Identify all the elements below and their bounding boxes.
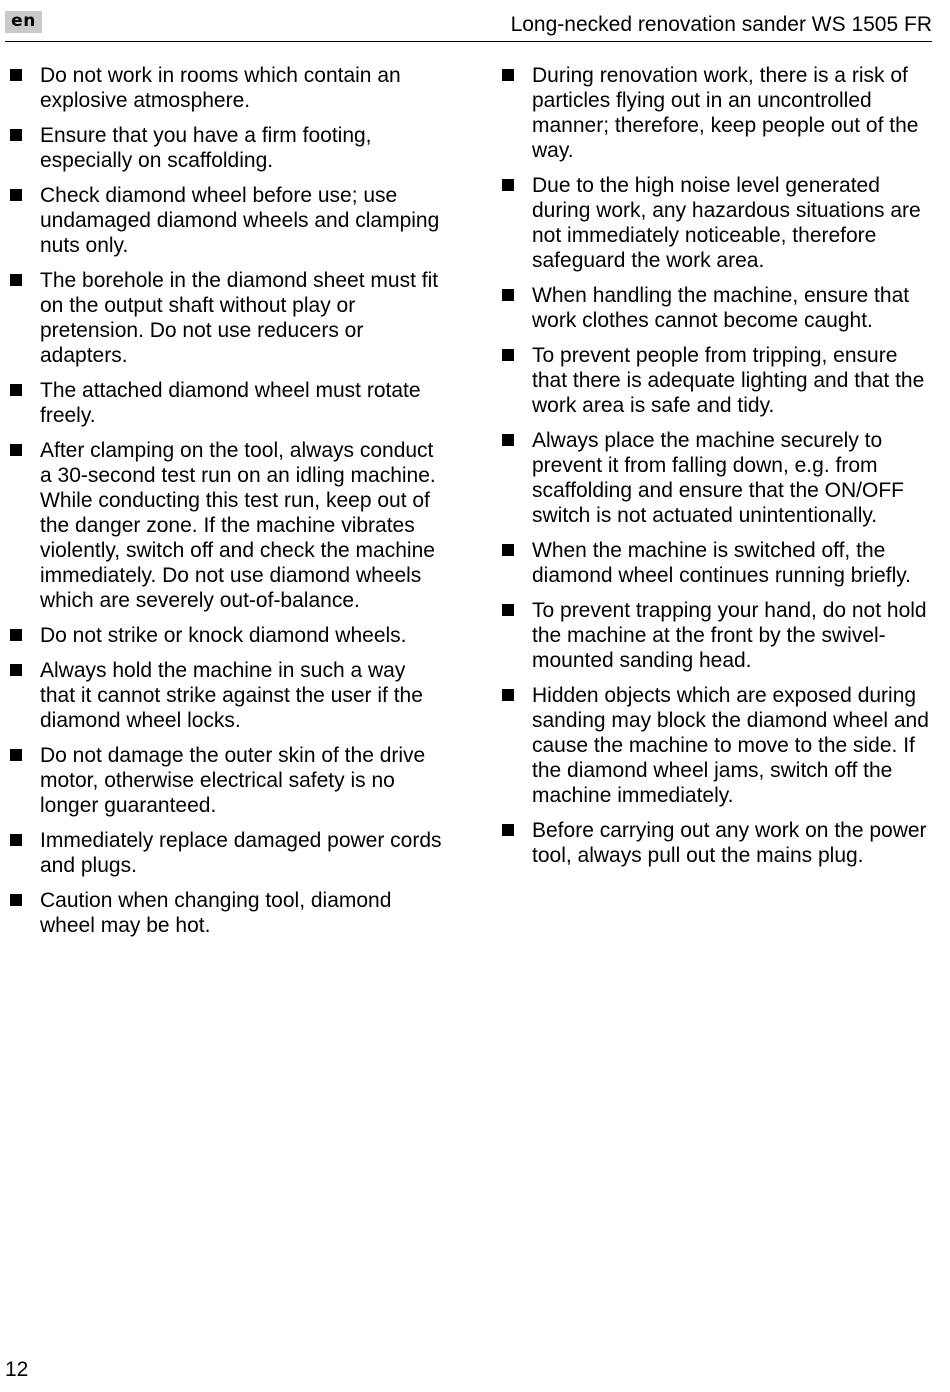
safety-instruction-text: When the machine is switched off, the diamond wheel continues running briefly. xyxy=(532,539,912,587)
square-bullet-icon xyxy=(10,69,22,81)
safety-instruction-text: Due to the high noise level generated during work, any hazardous situations are not immediately noticeable, therefore safeguard the work area. xyxy=(532,174,921,272)
square-bullet-icon xyxy=(502,824,514,836)
safety-instruction-text: Always place the machine securely to prevent it from falling down, e.g. from scaffolding and ensure that the ON/OFF switch is not actuated unintentionally. xyxy=(532,429,904,527)
safety-instruction-item xyxy=(10,63,442,113)
safety-instruction-item xyxy=(10,123,442,173)
safety-instruction-item xyxy=(10,183,442,258)
safety-instruction-item xyxy=(502,683,932,808)
safety-instruction-item xyxy=(502,428,932,528)
safety-instruction-text: Check diamond wheel before use; use undamaged diamond wheels and clamping nuts only. xyxy=(40,184,440,257)
page-number: 12 xyxy=(5,1358,29,1381)
safety-instruction-text: To prevent trapping your hand, do not hold the machine at the front by the swivel-mounted sanding head. xyxy=(532,599,927,672)
safety-instruction-text: Always hold the machine in such a way that it cannot strike against the user if the diamond wheel locks. xyxy=(40,659,423,732)
safety-instruction-item xyxy=(10,623,442,648)
square-bullet-icon xyxy=(10,189,22,201)
square-bullet-icon xyxy=(502,349,514,361)
safety-instruction-item xyxy=(502,598,932,673)
square-bullet-icon xyxy=(10,384,22,396)
left-column-safety-list xyxy=(10,63,442,948)
square-bullet-icon xyxy=(502,544,514,556)
safety-instruction-item xyxy=(10,658,442,733)
safety-instruction-text: Do not work in rooms which contain an explosive atmosphere. xyxy=(40,64,401,112)
safety-instruction-item xyxy=(502,343,932,418)
square-bullet-icon xyxy=(10,629,22,641)
safety-instruction-text: After clamping on the tool, always conduct a 30-second test run on an idling machine. While conducting this test run, keep out of the danger zone. If the machine vibrates violently, switch off and check the machine immediately. Do not use diamond wheels which are severely out-of-balance. xyxy=(40,439,436,612)
safety-instruction-text: Immediately replace damaged power cords and plugs. xyxy=(40,829,442,877)
safety-instruction-text: During renovation work, there is a risk of particles flying out in an uncontrolled manner; therefore, keep people out of the way. xyxy=(532,64,919,162)
right-column-safety-list xyxy=(502,63,932,878)
square-bullet-icon xyxy=(502,179,514,191)
safety-instruction-text: To prevent people from tripping, ensure that there is adequate lighting and that the work area is safe and tidy. xyxy=(532,344,925,417)
safety-instruction-item xyxy=(10,888,442,938)
square-bullet-icon xyxy=(502,604,514,616)
safety-instruction-text: Do not damage the outer skin of the drive motor, otherwise electrical safety is no longer guaranteed. xyxy=(40,744,426,817)
square-bullet-icon xyxy=(502,434,514,446)
safety-instruction-text: The attached diamond wheel must rotate freely. xyxy=(40,379,421,427)
square-bullet-icon xyxy=(10,444,22,456)
safety-instruction-item xyxy=(10,828,442,878)
square-bullet-icon xyxy=(10,664,22,676)
safety-instruction-item xyxy=(502,538,932,588)
safety-instruction-item xyxy=(10,378,442,428)
square-bullet-icon xyxy=(10,834,22,846)
safety-instruction-text: Ensure that you have a firm footing, especially on scaffolding. xyxy=(40,124,372,172)
safety-instruction-text: When handling the machine, ensure that work clothes cannot become caught. xyxy=(532,284,910,332)
safety-instruction-item xyxy=(10,268,442,368)
safety-instruction-text: Before carrying out any work on the power tool, always pull out the mains plug. xyxy=(532,819,927,867)
safety-instruction-text: Do not strike or knock diamond wheels. xyxy=(40,624,407,647)
document-title: Long-necked renovation sander WS 1505 FR xyxy=(510,13,932,36)
square-bullet-icon xyxy=(10,274,22,286)
safety-instruction-item xyxy=(10,438,442,613)
safety-instruction-text: The borehole in the diamond sheet must fit on the output shaft without play or pretension. Do not use reducers or adapters. xyxy=(40,269,439,367)
safety-instruction-item xyxy=(502,283,932,333)
safety-instruction-item xyxy=(502,818,932,868)
square-bullet-icon xyxy=(10,749,22,761)
square-bullet-icon xyxy=(502,69,514,81)
safety-instruction-item xyxy=(502,173,932,273)
square-bullet-icon xyxy=(10,129,22,141)
safety-instruction-text: Hidden objects which are exposed during sanding may block the diamond wheel and cause the machine to move to the side. If the diamond wheel jams, switch off the machine immediately. xyxy=(532,684,929,807)
page-header xyxy=(5,8,932,42)
language-badge: en xyxy=(5,11,42,33)
square-bullet-icon xyxy=(502,289,514,301)
square-bullet-icon xyxy=(502,689,514,701)
safety-instruction-item xyxy=(10,743,442,818)
safety-instruction-text: Caution when changing tool, diamond wheel may be hot. xyxy=(40,889,392,937)
square-bullet-icon xyxy=(10,894,22,906)
safety-instruction-item xyxy=(502,63,932,163)
